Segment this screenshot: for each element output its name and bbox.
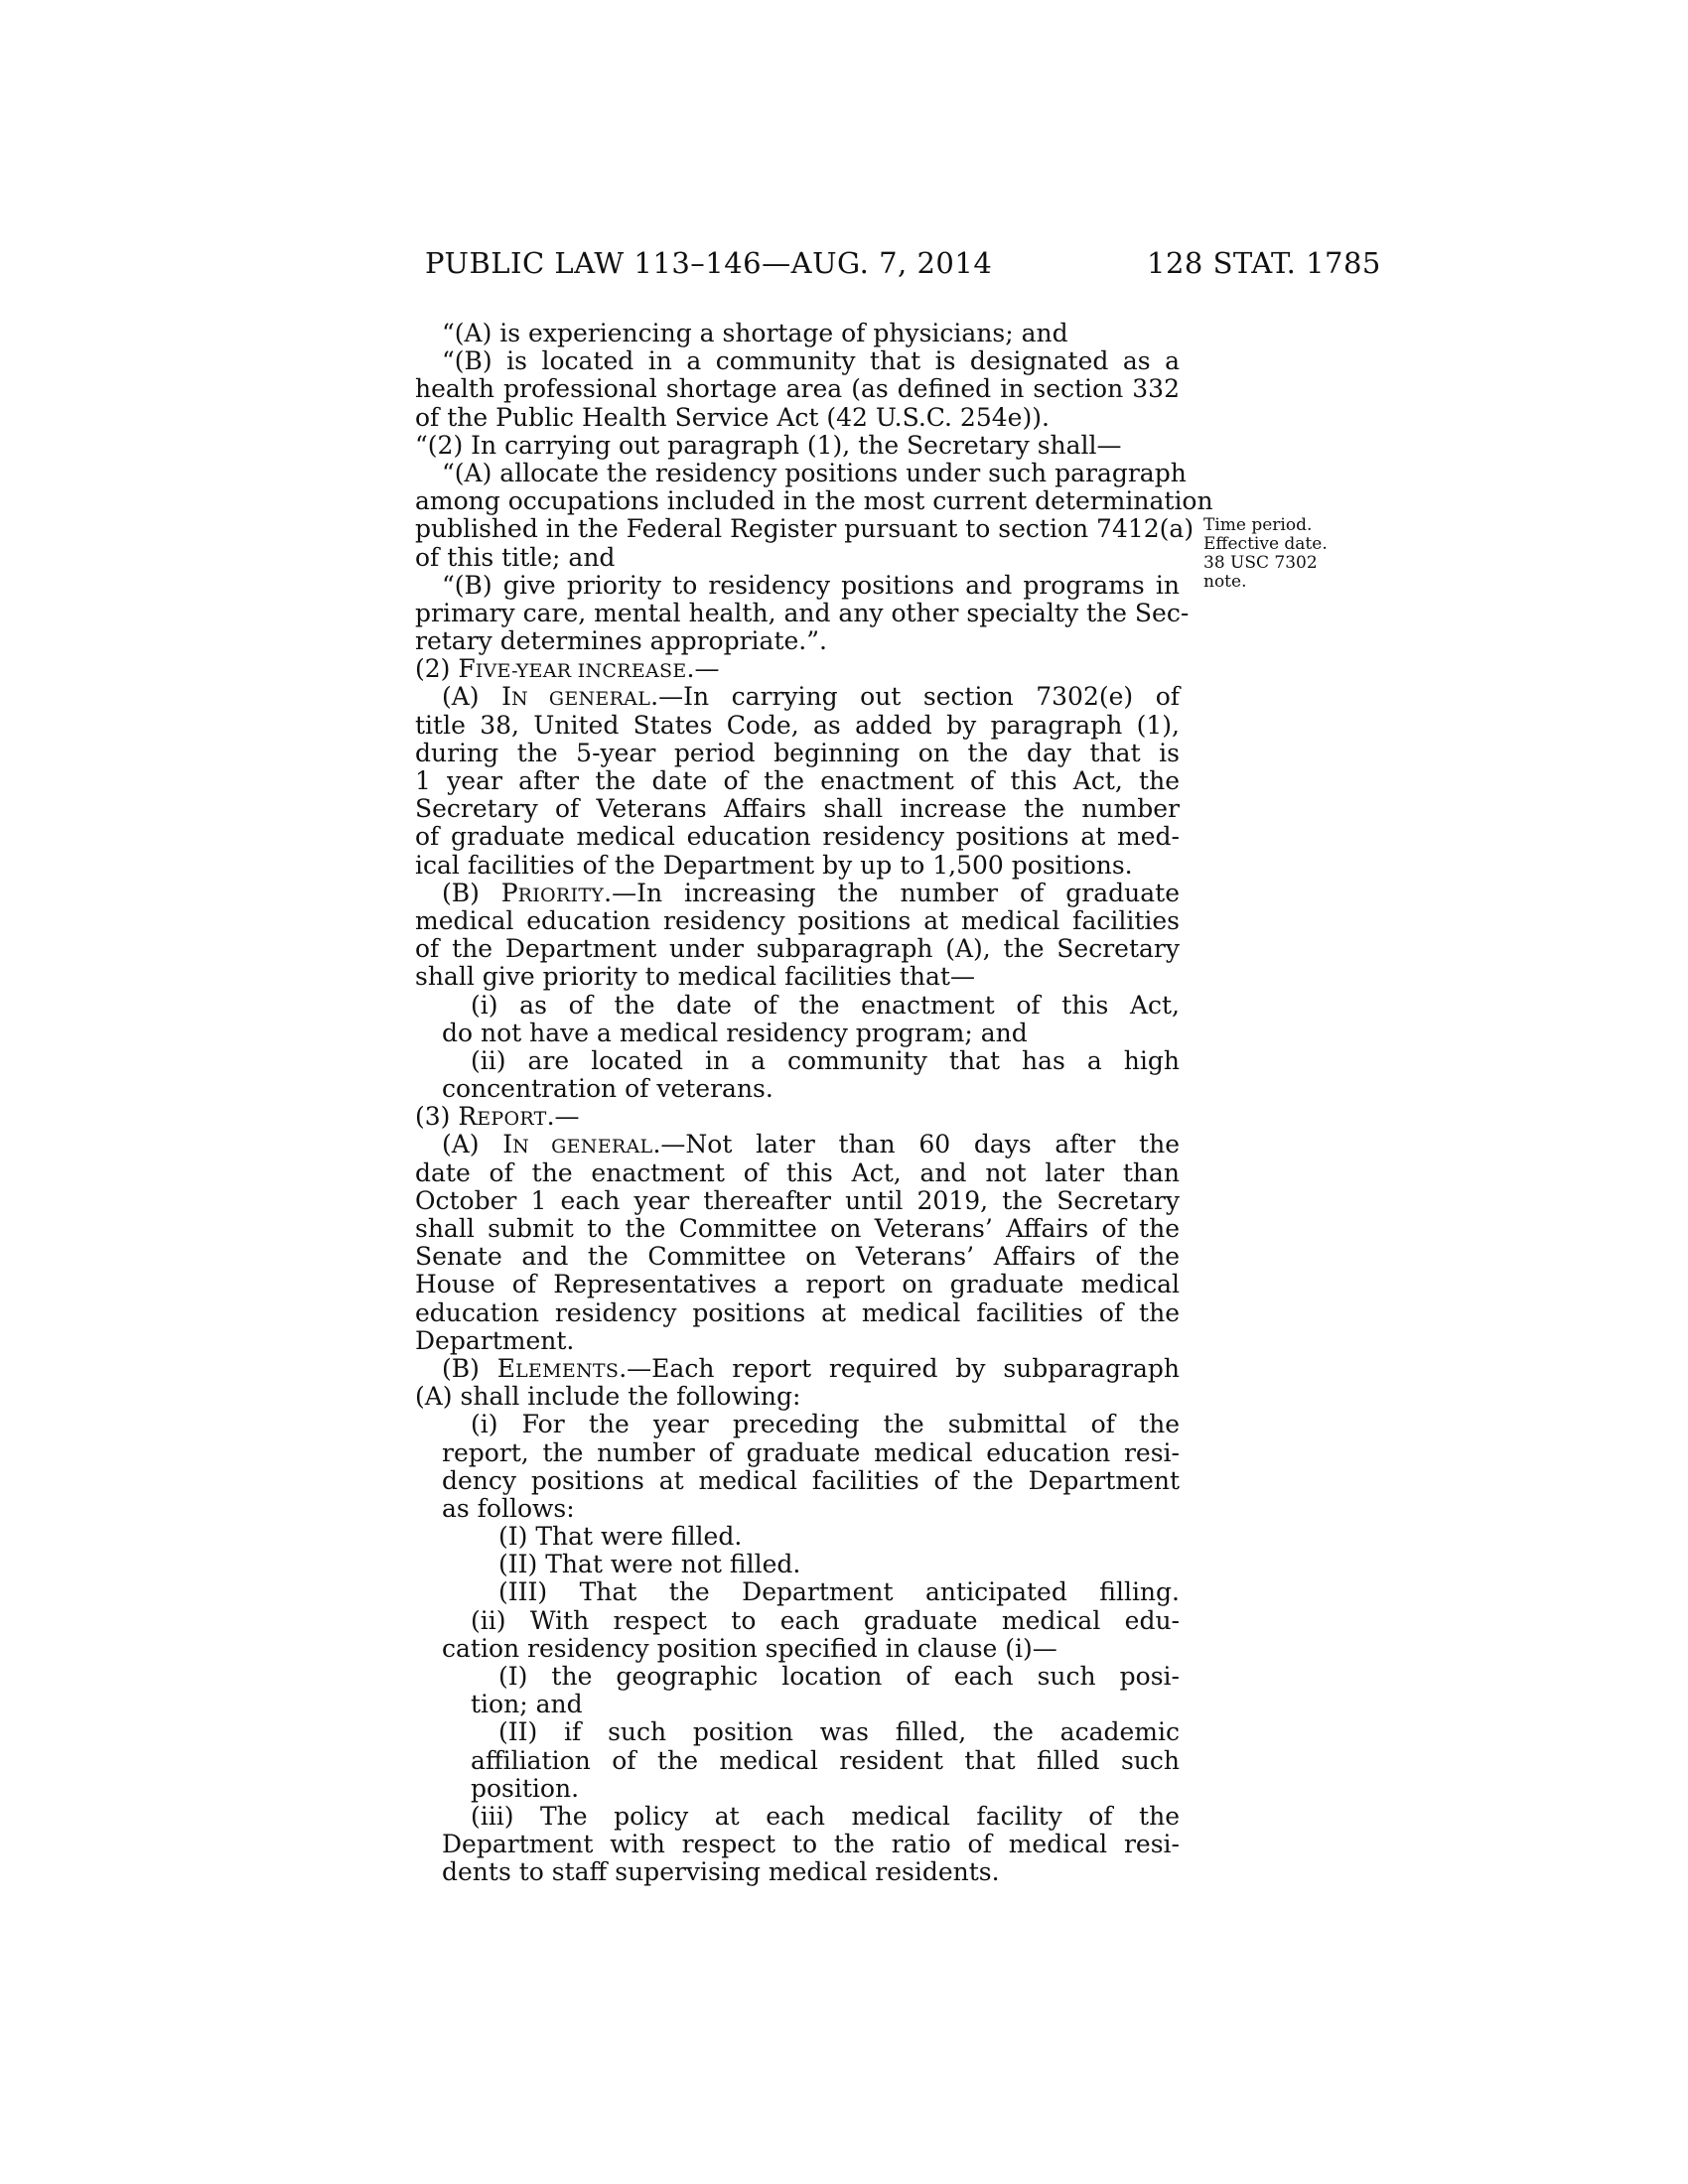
text-line: do not have a medical residency program; and <box>442 1018 1028 1047</box>
text-line: (3) REPORT.— <box>415 1102 580 1132</box>
text-line: (ii) are located in a community that has a high <box>471 1045 1180 1075</box>
text-line: “(A) allocate the residency positions under such paragraph <box>442 458 1187 487</box>
running-head-title: PUBLIC LAW 113–146—AUG. 7, 2014 <box>425 246 993 280</box>
page-header <box>0 246 1688 286</box>
text-line: ical facilities of the Department by up to 1,500 positions. <box>415 850 1133 880</box>
text-line: retary determines appropriate.”. <box>415 626 827 656</box>
text-line: among occupations included in the most current determination <box>415 486 1213 516</box>
text-line: “(B) is located in a community that is designated as a <box>442 346 1180 376</box>
text-line: (2) FIVE-YEAR INCREASE.— <box>415 654 720 684</box>
text-line: (A) IN GENERAL.—In carrying out section 7302(e) of <box>442 682 1180 712</box>
text-line: (A) shall include the following: <box>415 1382 801 1412</box>
text-line: health professional shortage area (as defined in section 332 <box>415 374 1180 404</box>
text-line: date of the enactment of this Act, and not later than <box>415 1158 1180 1187</box>
text-line: (i) For the year preceding the submittal of the <box>471 1410 1180 1439</box>
text-line: Department with respect to the ratio of medical resi- <box>442 1830 1180 1859</box>
margin-note-line: 38 USC 7302 <box>1203 553 1318 573</box>
text-line: Department. <box>415 1325 575 1355</box>
text-line: position. <box>471 1773 580 1803</box>
text-line: primary care, mental health, and any other specialty the Sec- <box>415 598 1190 627</box>
text-line: (II) That were not filled. <box>498 1550 801 1579</box>
text-line: (A) IN GENERAL.—Not later than 60 days after the <box>442 1130 1180 1160</box>
text-line: “(A) is experiencing a shortage of physicians; and <box>442 319 1068 347</box>
text-line: shall give priority to medical facilities that— <box>415 962 975 992</box>
text-line: title 38, United States Code, as added by paragraph (1), <box>415 710 1180 740</box>
text-line: affiliation of the medical resident that filled such <box>471 1745 1180 1775</box>
text-line: (B) ELEMENTS.—Each report required by subparagraph <box>442 1353 1181 1383</box>
text-line: shall submit to the Committee on Veterans’ Affairs of the <box>415 1214 1180 1243</box>
text-line: concentration of veterans. <box>442 1074 774 1104</box>
text-line: report, the number of graduate medical education resi- <box>442 1437 1180 1467</box>
text-line: Secretary of Veterans Affairs shall increase the number <box>415 794 1180 824</box>
statute-page-number: 128 STAT. 1785 <box>1147 246 1381 280</box>
text-line: (III) That the Department anticipated filling. <box>498 1577 1180 1607</box>
text-line: October 1 each year thereafter until 2019, the Secretary <box>415 1185 1180 1215</box>
text-line: medical education residency positions at medical facilities <box>415 905 1180 935</box>
text-line: Senate and the Committee on Veterans’ Affairs of the <box>415 1242 1180 1272</box>
text-line: (I) That were filled. <box>498 1522 743 1552</box>
margin-note-line: Effective date. <box>1203 534 1328 554</box>
text-line: (i) as of the date of the enactment of this Act, <box>471 990 1180 1020</box>
text-line: (B) PRIORITY.—In increasing the number of graduate <box>442 878 1181 907</box>
text-line: of the Department under subparagraph (A), the Secretary <box>415 934 1180 964</box>
text-line: (I) the geographic location of each such posi- <box>498 1662 1180 1691</box>
text-line: during the 5-year period beginning on the day that is <box>415 738 1180 767</box>
text-line: of this title; and <box>415 542 616 572</box>
text-line: (ii) With respect to each graduate medical edu- <box>471 1605 1180 1635</box>
text-line: cation residency position specified in clause (i)— <box>442 1633 1057 1663</box>
text-line: “(2) In carrying out paragraph (1), the Secretary shall— <box>415 430 1122 460</box>
text-line: 1 year after the date of the enactment of this Act, the <box>415 766 1180 795</box>
statute-text-body <box>415 319 1213 1887</box>
text-line: as follows: <box>442 1493 575 1523</box>
text-line: dency positions at medical facilities of the Department <box>442 1465 1180 1495</box>
text-line: tion; and <box>471 1690 583 1719</box>
text-line: (iii) The policy at each medical facility of the <box>471 1801 1180 1831</box>
text-line: (II) if such position was filled, the academic <box>498 1717 1180 1747</box>
margin-note-line: note. <box>1203 572 1247 592</box>
text-line: House of Representatives a report on graduate medical <box>415 1270 1180 1299</box>
text-line: published in the Federal Register pursuant to section 7412(a) <box>415 514 1195 544</box>
margin-note-line: Time period. <box>1203 515 1313 535</box>
text-line: dents to staff supervising medical residents. <box>442 1857 1000 1887</box>
text-line: “(B) give priority to residency positions and programs in <box>442 570 1180 600</box>
text-line: of the Public Health Service Act (42 U.S.C. 254e)). <box>415 402 1050 432</box>
text-line: of graduate medical education residency positions at med- <box>415 822 1180 852</box>
text-line: education residency positions at medical facilities of the <box>415 1297 1180 1327</box>
margin-note <box>1203 516 1352 592</box>
